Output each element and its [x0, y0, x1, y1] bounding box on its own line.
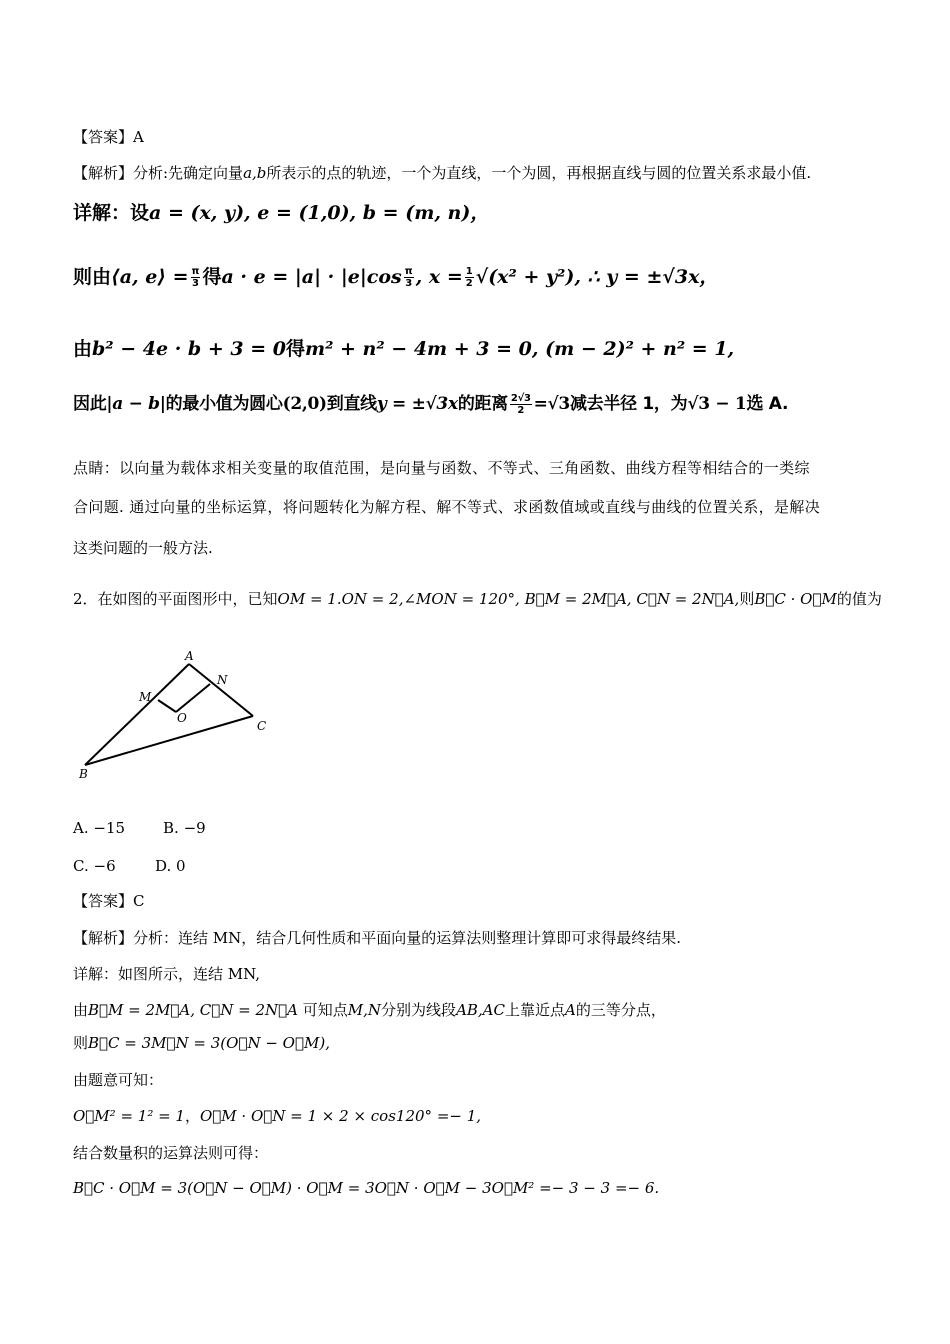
detail-l1-label: 详解：设 — [73, 202, 150, 224]
fraction-1-2: $\frac{1}{2}$ — [465, 266, 473, 289]
solution-3 — [73, 1033, 330, 1053]
detail-l2-m2: a · e = |a| · |e|cos — [221, 266, 402, 288]
fraction-2root3-2: $\frac{2√3}{2}$ — [510, 392, 531, 416]
options-row-2 — [73, 856, 245, 876]
detail-l2-m1: ⟨a, e⟩ = — [111, 266, 189, 288]
label-B: B — [79, 767, 88, 781]
question-2 — [73, 589, 882, 609]
label-O: O — [177, 711, 187, 725]
fraction-pi-3-b: $\frac{\pi}{3}$ — [404, 266, 413, 289]
detail-l4-f: 选 A. — [746, 394, 789, 414]
fraction-pi-3: $\frac{\pi}{3}$ — [191, 266, 200, 289]
solution-7: B⃗C · O⃗M = 3(O⃗N − O⃗M) · O⃗M = 3O⃗N · O⃗M − 3O⃗M² =− 3 − 3 =− 6. — [73, 1179, 660, 1197]
analysis-1 — [73, 163, 811, 183]
sol-s2-m3: AB,AC — [456, 1001, 505, 1019]
label-N: N — [217, 673, 228, 687]
q2-m2: , B⃗M = 2M⃗A, C⃗N = 2N⃗A, — [515, 590, 740, 608]
detail-l4-m4: =√3 — [533, 394, 570, 414]
detail-l4-m1: |a − b| — [106, 394, 166, 414]
option-D: D. 0 — [155, 857, 186, 875]
sol-s2-mid: 可知点 — [298, 1001, 348, 1019]
detail-line-2 — [73, 264, 718, 290]
sol-s2-m2: M,N — [347, 1001, 382, 1019]
label-C: C — [257, 719, 267, 733]
detail-l2-m4: √(x² + y²), ∴ y = ±√3x， — [475, 266, 719, 288]
detail-l3-pre: 由 — [73, 338, 93, 360]
answer-2: 【答案】C — [73, 892, 145, 910]
detail-l4-m5: √3 − 1 — [687, 394, 747, 414]
detail-line-4 — [73, 391, 788, 417]
sol-s2-mid2: 分别为线段 — [381, 1001, 457, 1019]
sol-s2-mid3: 上靠近点 — [505, 1001, 566, 1019]
q2-post: 的值为 — [836, 590, 882, 608]
detail-line-1 — [73, 200, 489, 226]
detail-l4-m2: (2,0) — [282, 394, 327, 414]
detail-line-3 — [73, 336, 734, 362]
detail-l4-b: 的最小值为圆心 — [165, 394, 283, 414]
detail-l4-m3: y = ±√3x — [376, 394, 458, 414]
option-B: B. −9 — [163, 819, 206, 837]
solution-1: 详解：如图所示，连结 MN, — [73, 965, 261, 983]
answer-1: 【答案】A — [73, 128, 144, 146]
options-row-1 — [73, 818, 253, 838]
sol-s3-m: B⃗C = 3M⃗N = 3(O⃗N − O⃗M), — [88, 1034, 330, 1052]
comment-line-3: 这类问题的一般方法. — [73, 539, 213, 557]
segment-OM — [158, 700, 176, 712]
analysis-1-rest: 所表示的点的轨迹，一个为直线，一个为圆，再根据直线与圆的位置关系求最小值. — [266, 164, 812, 182]
q2-m1: OM = 1.ON = 2,∠MON = 120° — [277, 590, 516, 608]
detail-l3-mid: 得 — [285, 338, 305, 360]
sol-s2-m4: A — [565, 1001, 576, 1019]
detail-l4-a: 因此 — [73, 394, 107, 414]
solution-5 — [73, 1106, 481, 1126]
sol-s5-m2: O⃗M · O⃗N = 1 × 2 × cos120° =− 1, — [200, 1107, 482, 1125]
q2-m3: 则 — [739, 590, 755, 608]
q2-m4: B⃗C · O⃗M — [754, 590, 837, 608]
sol-s2-post: 的三等分点， — [575, 1001, 666, 1019]
sol-s2-m1: B⃗M = 2M⃗A, C⃗N = 2N⃗A — [88, 1001, 298, 1019]
segment-ON — [176, 684, 210, 712]
solution-2 — [73, 1000, 666, 1020]
detail-l4-d: 的距离 — [457, 394, 508, 414]
solution-6: 结合数量积的运算法则可得： — [73, 1144, 269, 1162]
option-C: C. −6 — [73, 857, 116, 875]
segment-AC — [189, 664, 253, 716]
option-A: A. −15 — [73, 819, 126, 837]
analysis-1-lead: 【解析】分析:先确定向量 — [73, 164, 244, 182]
comment-line-2: 合问题. 通过向量的坐标运算，将问题转化为解方程、解不等式、求函数值域或直线与曲线的位置关系，是解决 — [73, 498, 821, 516]
detail-l4-c: 到直线 — [326, 394, 377, 414]
geometry-figure — [73, 640, 283, 805]
label-M: M — [139, 690, 152, 704]
detail-l2-pre: 则由 — [73, 266, 112, 288]
q2-pre: 2．在如图的平面图形中，已知 — [73, 590, 278, 608]
analysis-2: 【解析】分析：连结 MN，结合几何性质和平面向量的运算法则整理计算即可求得最终结果. — [73, 929, 682, 947]
detail-l3-m1: b² − 4e · b + 3 = 0 — [92, 338, 286, 360]
label-A: A — [185, 649, 194, 663]
detail-l2-m3: , x = — [415, 266, 463, 288]
analysis-1-vars: a,b — [243, 164, 267, 182]
sol-s5-m1: O⃗M² = 1² = 1 — [73, 1107, 185, 1125]
sol-s2-pre: 由 — [73, 1001, 89, 1019]
detail-l2-mid: 得 — [202, 266, 222, 288]
detail-l4-e: 减去半径 1，为 — [569, 394, 688, 414]
sol-s5-mid: ， — [184, 1107, 200, 1125]
solution-4: 由题意可知： — [73, 1071, 164, 1089]
detail-l3-m2: m² + n² − 4m + 3 = 0, (m − 2)² + n² = 1, — [304, 338, 735, 360]
comment-line-1: 点睛：以向量为载体求相关变量的取值范围，是向量与函数、不等式、三角函数、曲线方程等相结合的一类综 — [73, 459, 810, 477]
detail-l1-math: a = (x, y), e = (1,0), b = (m, n)， — [149, 202, 490, 224]
sol-s3-pre: 则 — [73, 1034, 89, 1052]
